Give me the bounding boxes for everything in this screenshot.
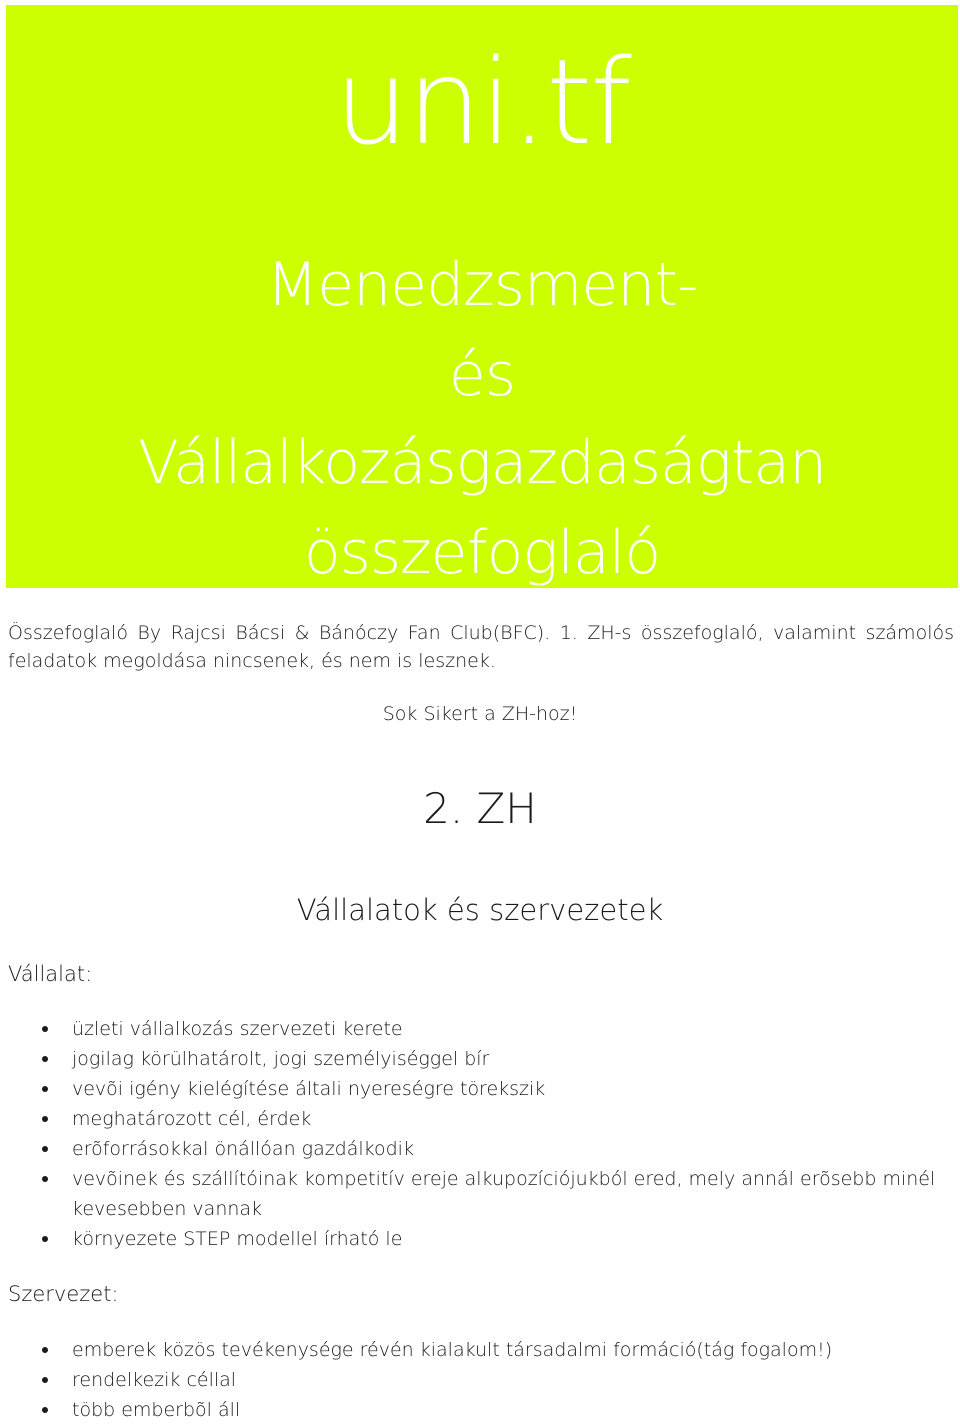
section-label-company: Vállalat:: [8, 962, 93, 986]
cover-title-line-4: összefoglaló: [303, 518, 661, 588]
list-item: vevõinek és szállítóinak kompetitív ereje alkupozíciójukból ered, mely annál erõsebb minél kevesebben vannak: [0, 1164, 940, 1224]
list-item: üzleti vállalkozás szervezeti kerete: [0, 1014, 940, 1044]
list-item: erõforrásokkal önállóan gazdálkodik: [0, 1134, 940, 1164]
exam-heading: 2. ZH: [423, 784, 537, 833]
section-label-organization: Szervezet:: [8, 1282, 119, 1306]
good-luck-text: Sok Sikert a ZH-hoz!: [382, 703, 578, 725]
intro-paragraph: Összefoglaló By Rajcsi Bácsi & Bánóczy Fan Club(BFC). 1. ZH-s összefoglaló, valamint számolós feladatok megoldása nincsenek, és nem is lesznek.: [8, 622, 954, 672]
list-item: rendelkezik céllal: [0, 1365, 940, 1395]
cover-banner: [6, 5, 958, 588]
list-item: környezete STEP modellel írható le: [0, 1224, 940, 1254]
list-item: meghatározott cél, érdek: [0, 1104, 940, 1134]
list-item: jogilag körülhatárolt, jogi személyiséggel bír: [0, 1044, 940, 1074]
list-item: emberek közös tevékenysége révén kialakult társadalmi formáció(tág fogalom!): [0, 1335, 940, 1365]
cover-title-line-1: Menedzsment-: [266, 250, 698, 320]
cover-title-line-2: és: [448, 340, 516, 410]
list-item: vevõi igény kielégítése általi nyereségre törekszik: [0, 1074, 940, 1104]
company-bullet-list: [0, 1014, 940, 1254]
cover-title-line-3: Vállalkozásgazdaságtan: [137, 428, 827, 498]
brand-logo-text: uni.tf: [334, 33, 630, 171]
list-item: több emberbõl áll: [0, 1395, 940, 1425]
organization-bullet-list: [0, 1335, 940, 1425]
chapter-heading: Vállalatok és szervezetek: [296, 893, 664, 927]
